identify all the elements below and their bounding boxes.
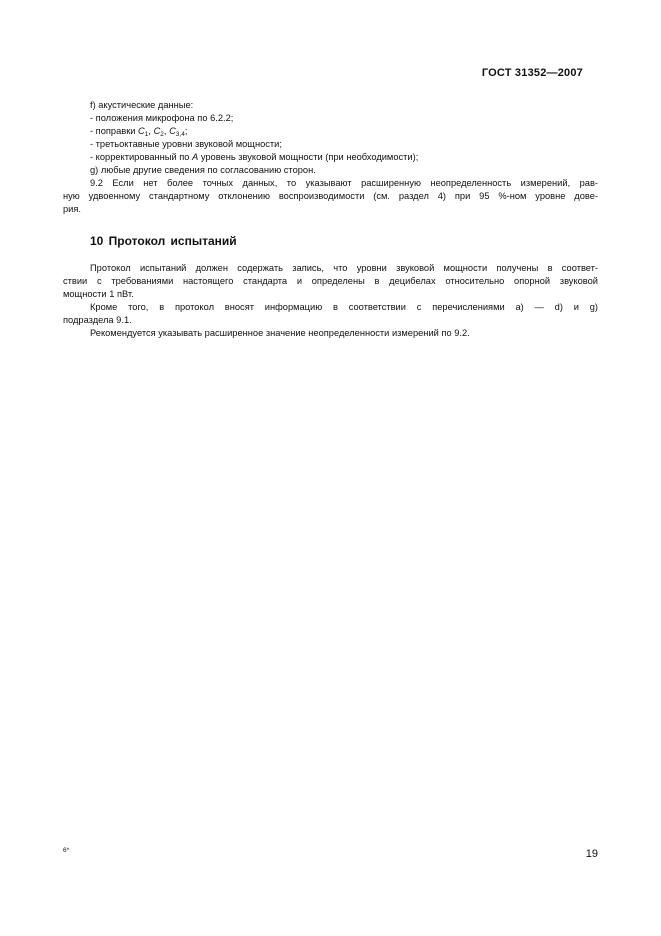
page-number: 19 bbox=[585, 848, 598, 860]
document-code: ГОСТ 31352—2007 bbox=[481, 67, 583, 79]
symbol-a: A bbox=[192, 152, 199, 162]
corrections-end: ; bbox=[184, 126, 188, 136]
paragraph-10-1-line-3: мощности 1 пВт. bbox=[63, 289, 134, 299]
paragraph-9-2-line-3: рия. bbox=[63, 204, 81, 214]
list-item-a-weighted-level bbox=[63, 151, 598, 164]
footer-sheet-mark: 6* bbox=[63, 847, 70, 854]
paragraph-10-2-line-1: Кроме того, в протокол вносят информацию в соответствии с перечислениями a) — d) и g) bbox=[90, 302, 598, 312]
symbol-c1: C bbox=[138, 126, 145, 136]
symbol-c34: C bbox=[169, 126, 176, 136]
section-10-heading: 10 Протокол испытаний bbox=[90, 234, 237, 248]
item-g: g) любые другие сведения по согласованию сторон. bbox=[90, 165, 316, 175]
section-10-body bbox=[63, 262, 598, 340]
paragraph-10-1-line-2: ствии с требованиями настоящего стандарта и определены в децибелах относительно опорной звуковой bbox=[63, 276, 598, 286]
paragraph-10-1-line-1: Протокол испытаний должен содержать запись, что уровни звуковой мощности получены в соответ- bbox=[90, 263, 598, 273]
list-item-microphone-positions: - положения микрофона по 6.2.2; bbox=[90, 113, 234, 123]
item-f-label: f) акустические данные: bbox=[90, 100, 194, 110]
paragraph-9-2-line-1: 9.2 Если нет более точных данных, то указывают расширенную неопределенность измерений, рав- bbox=[90, 178, 598, 188]
symbol-c34-subscript: 3,4 bbox=[175, 131, 185, 138]
corrections-prefix: - поправки bbox=[90, 126, 139, 136]
paragraph-10-3: Рекомендуется указывать расширенное значение неопределенности измерений по 9.2. bbox=[90, 328, 470, 338]
symbol-c2-subscript: 2 bbox=[160, 131, 164, 138]
list-item-third-octave-levels: - третьоктавные уровни звуковой мощности; bbox=[90, 139, 282, 149]
section-9-continuation bbox=[63, 99, 598, 216]
corrections-separator-2: , bbox=[163, 126, 170, 136]
list-item-corrections bbox=[63, 125, 598, 138]
a-weighted-prefix: - корректированный по bbox=[90, 152, 193, 162]
paragraph-9-2-line-2: ную удвоенному стандартному отклонению воспроизводимости (см. раздел 4) при 95 %-ном уровне дове- bbox=[63, 191, 598, 201]
symbol-c1-subscript: 1 bbox=[144, 131, 149, 138]
corrections-separator-1: , bbox=[148, 126, 154, 136]
symbol-c2: C bbox=[153, 126, 161, 136]
paragraph-10-2-line-2: подраздела 9.1. bbox=[63, 315, 132, 325]
a-weighted-suffix: уровень звуковой мощности (при необходимости); bbox=[198, 152, 419, 162]
